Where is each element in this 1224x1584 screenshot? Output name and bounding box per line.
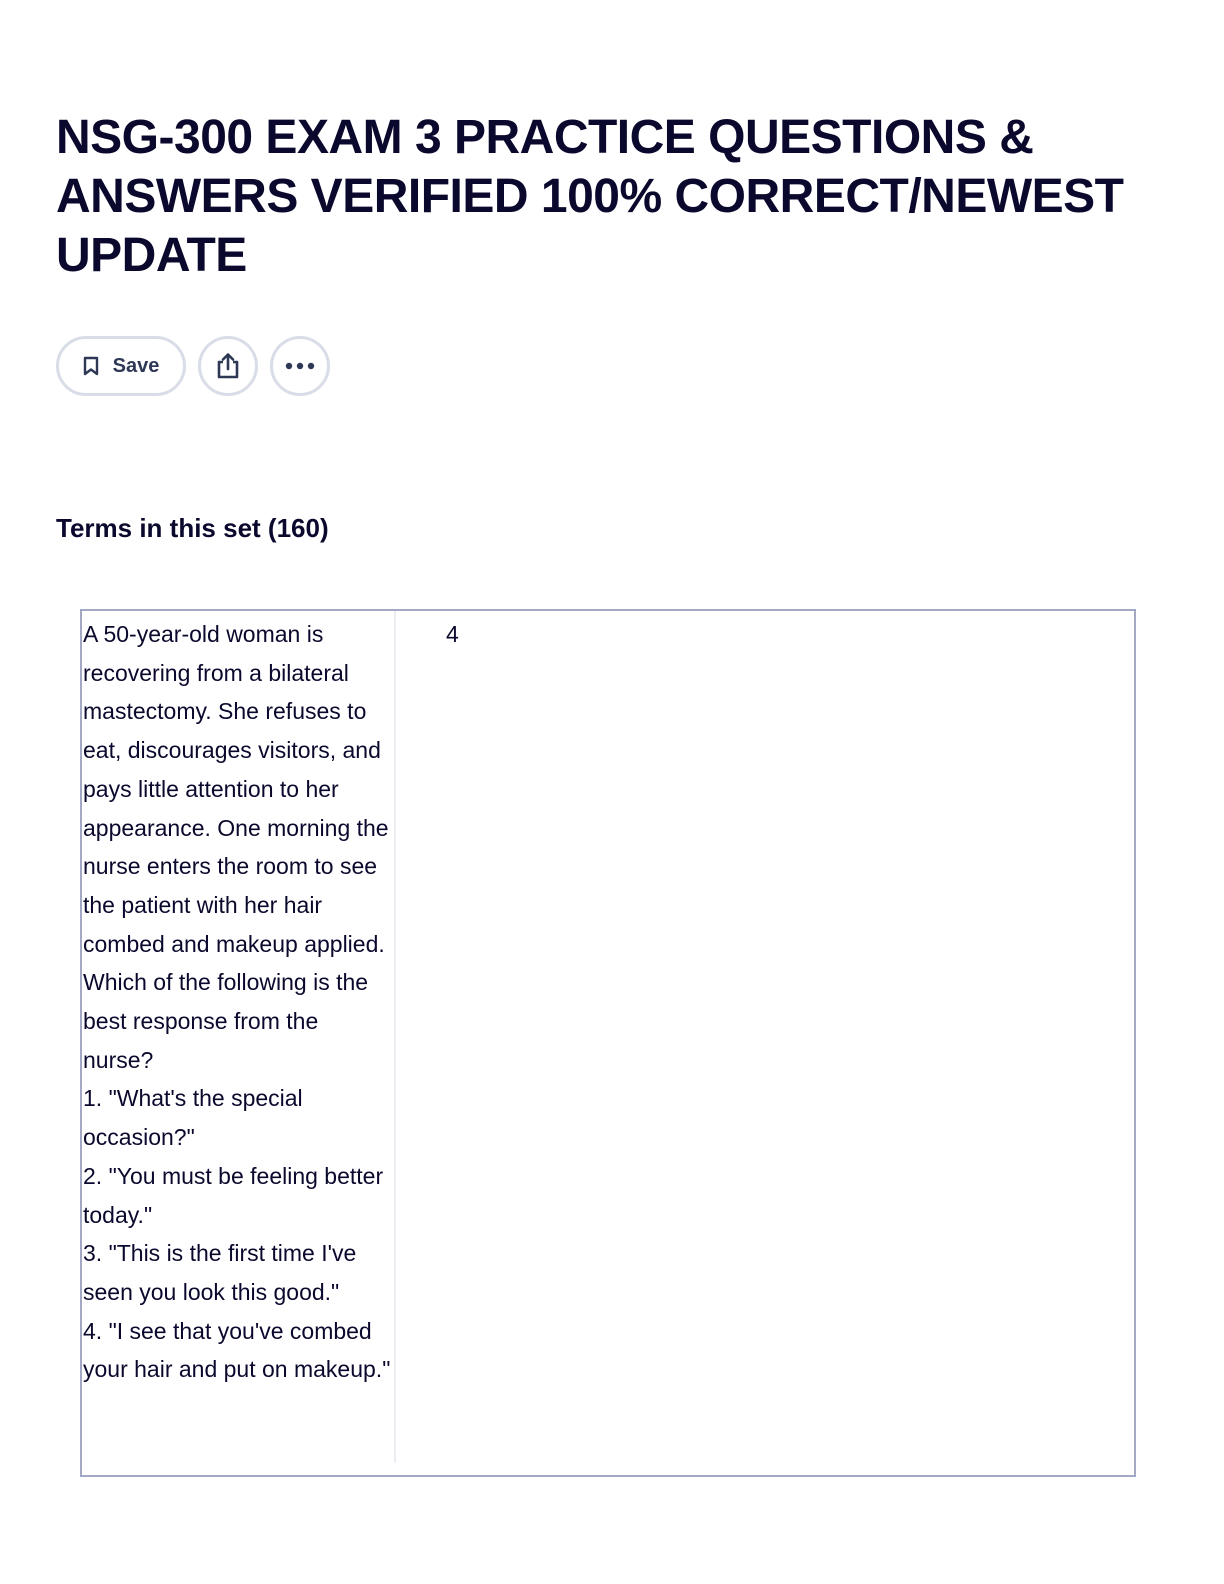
term-question: A 50-year-old woman is recovering from a bilateral mastectomy. She refuses to eat, discourages visitors, and pays little attention to her appearance. One morning the nurse enters the room to see the patient with her hair combed and makeup applied. Which of the following is the best response from the nurse? 1. "What's the special occasion?" 2. "You must be feeling better today." 3. "This is the first time I've seen you look this good." 4. "I see that you've combed your hair and put on makeup." (82, 611, 396, 1463)
save-button[interactable] (56, 336, 186, 396)
term-answer: 4 (446, 621, 459, 647)
bookmark-icon (83, 356, 99, 376)
terms-heading: Terms in this set (160) (56, 513, 329, 543)
share-icon (215, 352, 241, 380)
more-icon (285, 362, 315, 370)
page-title: NSG-300 EXAM 3 PRACTICE QUESTIONS & ANSWERS VERIFIED 100% CORRECT/NEWEST UPDATE (56, 111, 1124, 282)
more-options-button[interactable] (270, 336, 330, 396)
share-button[interactable] (198, 336, 258, 396)
save-button-label: Save (112, 354, 160, 377)
action-bar (56, 336, 330, 396)
term-card (80, 609, 1136, 1477)
